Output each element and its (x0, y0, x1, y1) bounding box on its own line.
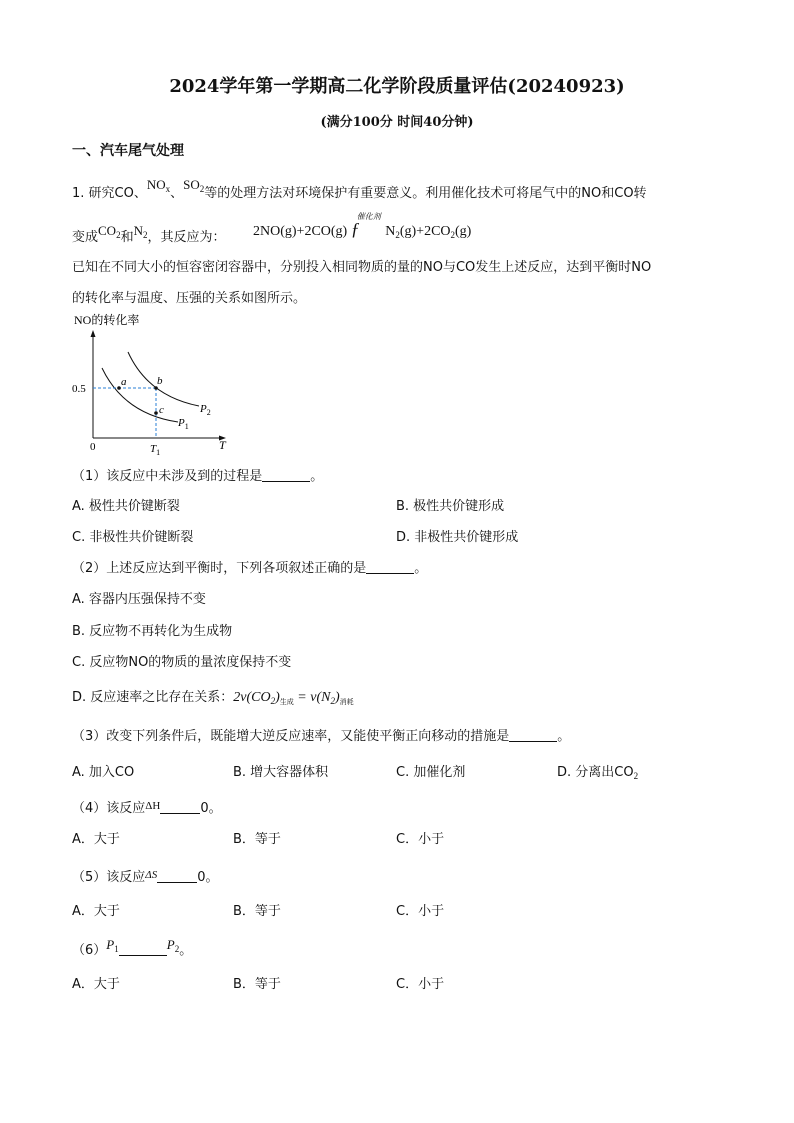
sub2-option-a[interactable]: A. 容器内压强保持不变 (72, 592, 206, 607)
sub6-option-a[interactable]: A．大于 (72, 977, 120, 992)
co2-formula: $CO_2$ (98, 223, 121, 240)
reaction-equation: 2NO(g)+2CO(g) ƒ 催化剂 $N_2(g)+2CO_2(g)$ (253, 212, 472, 240)
delta-s-symbol: ΔS (145, 869, 158, 881)
q1-intro-line1: 1. 研究CO、$NO_x$、$SO_2$等的处理方法对环境保护有重要意义。利用催化技术可将尾气中的NO和CO转 (72, 177, 647, 201)
nox-formula: $NO_x$ (146, 177, 171, 194)
label-b: b (157, 375, 163, 387)
sub4-option-a[interactable]: A．大于 (72, 832, 120, 847)
sub4-option-c[interactable]: C．小于 (396, 832, 445, 847)
y-tick-label: 0.5 (72, 383, 86, 395)
sub5-option-c[interactable]: C．小于 (396, 904, 445, 919)
sub6-option-c[interactable]: C．小于 (396, 977, 445, 992)
answer-blank[interactable] (509, 729, 557, 742)
answer-blank[interactable] (160, 801, 200, 814)
sub1-option-d[interactable]: D. 非极性共价键形成 (396, 530, 519, 545)
sub3-stem: （3）改变下列条件后，既能增大逆反应速率，又能使平衡正向移动的措施是 。 (72, 729, 571, 744)
sub6-stem: $(6)P_1$ $P_2$。 (72, 937, 193, 958)
so2-formula: $SO_2$ (183, 177, 205, 194)
sub5-option-a[interactable]: A．大于 (72, 904, 120, 919)
sub3-option-a[interactable]: A. 加入CO (72, 765, 135, 780)
sub1-option-b[interactable]: B. 极性共价键形成 (396, 499, 505, 514)
sub5-stem: （5）该反应$^{\Delta S}$ 0。 (72, 869, 219, 885)
sub1-option-c[interactable]: C. 非极性共价键断裂 (72, 530, 194, 545)
page-title: 2024学年第一学期高二化学阶段质量评估(20240923) (169, 76, 625, 97)
catalyst-label: 催化剂 (356, 212, 381, 221)
label-p2: $P_2$ (200, 403, 211, 417)
q1-intro-line4: 的转化率与温度、压强的关系如图所示。 (72, 291, 307, 306)
sub3-option-d[interactable]: D. 分离出$CO_2$ (557, 765, 639, 781)
q1-intro-line3: 已知在不同大小的恒容密闭容器中，分别投入相同物质的量的NO与CO发生上述反应，达到平衡时NO (72, 260, 652, 275)
sub1-stem: （1）该反应中未涉及到的过程是 。 (72, 469, 324, 484)
point-c (154, 411, 158, 415)
answer-blank[interactable] (366, 561, 414, 574)
sub5-option-b[interactable]: B．等于 (233, 904, 281, 919)
equilibrium-arrow: ƒ 催化剂 (350, 212, 381, 239)
label-p1: $P_1$ (178, 417, 189, 431)
curve-p2 (128, 352, 199, 406)
x-tick-label: $T_1$ (150, 443, 161, 457)
page-subtitle: (满分100分 时间40分钟) (320, 115, 474, 130)
label-c: c (159, 404, 164, 416)
sub4-option-b[interactable]: B．等于 (233, 832, 281, 847)
sub3-option-c[interactable]: C. 加催化剂 (396, 765, 466, 780)
origin-label: 0 (90, 441, 96, 453)
p2-symbol: $P_2$ (166, 937, 180, 954)
sub2-option-d[interactable]: D. 反应速率之比存在关系：$2v(CO_2)_{生成} = v(N_2)_{消耗}$ (72, 690, 354, 706)
x-axis-label: T (219, 438, 226, 452)
sub1-option-a[interactable]: A. 极性共价键断裂 (72, 499, 180, 514)
rate-expression: $2v(CO_2)_{生成} = v(N_2)_{消耗}$ (233, 690, 354, 706)
answer-blank[interactable] (262, 469, 310, 482)
sub6-option-b[interactable]: B．等于 (233, 977, 281, 992)
sub2-option-c[interactable]: C. 反应物NO的物质的量浓度保持不变 (72, 655, 292, 670)
answer-blank[interactable] (157, 870, 197, 883)
q1-intro-line2: 变成$CO_2$和$N_2$，其反应为： (72, 223, 226, 245)
sub4-stem: （4）该反应$^{\Delta H}$ 0。 (72, 800, 222, 816)
sub3-option-b[interactable]: B. 增大容器体积 (233, 765, 329, 780)
sub2-option-b[interactable]: B. 反应物不再转化为生成物 (72, 624, 233, 639)
delta-h-symbol: ΔH (145, 800, 161, 812)
section-heading: 一、汽车尾气处理 (72, 143, 184, 159)
y-axis-arrow (91, 330, 96, 337)
label-a: a (121, 376, 127, 388)
n2-formula: $N_2$ (133, 223, 148, 240)
p1-symbol: $P_1$ (106, 937, 119, 954)
answer-blank[interactable] (119, 943, 167, 956)
sub2-stem: （2）上述反应达到平衡时，下列各项叙述正确的是 。 (72, 561, 428, 576)
conversion-figure (66, 310, 246, 460)
figure-ylabel: NO的转化率 (74, 313, 140, 327)
